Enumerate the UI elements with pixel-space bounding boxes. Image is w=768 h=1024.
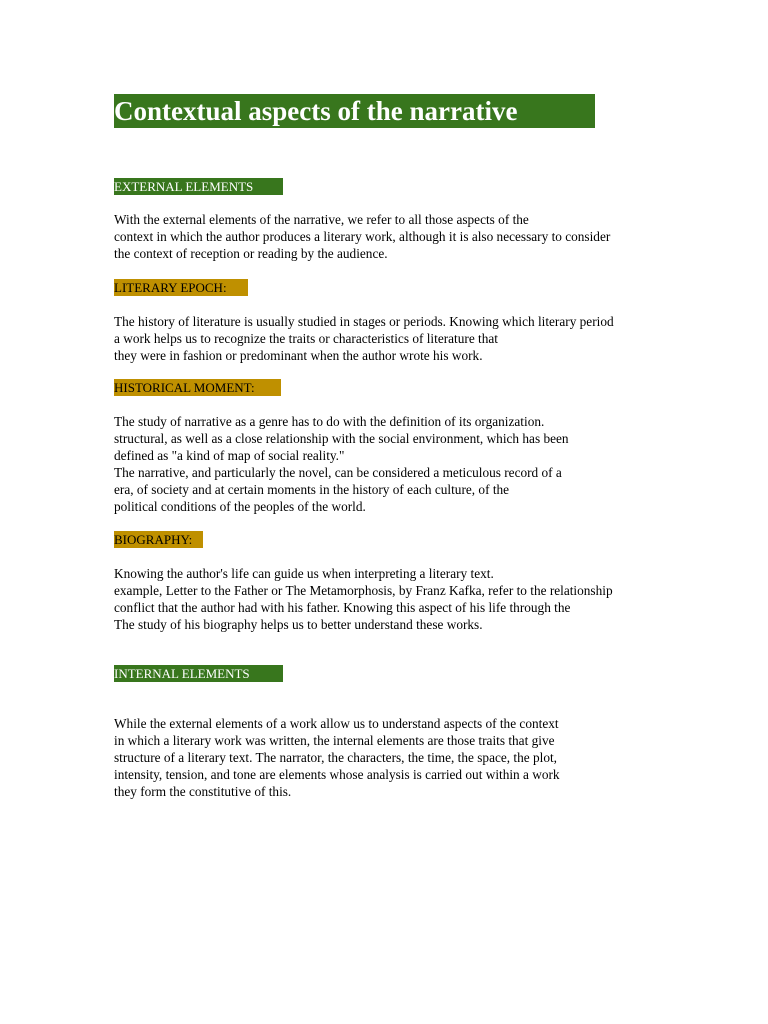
paragraph-line: they were in fashion or predominant when the author wrote his work. (114, 348, 483, 363)
paragraph-line: a work helps us to recognize the traits or characteristics of literature that (114, 331, 498, 346)
paragraph-line: The history of literature is usually studied in stages or periods. Knowing which literary period (114, 314, 614, 329)
paragraph-line: political conditions of the peoples of the world. (114, 499, 366, 514)
paragraph-line: Knowing the author's life can guide us when interpreting a literary text. (114, 566, 494, 581)
section-label-literary-epoch: LITERARY EPOCH: (114, 279, 248, 296)
paragraph-line: defined as "a kind of map of social reality." (114, 448, 345, 463)
section-label-external-elements: EXTERNAL ELEMENTS (114, 178, 283, 195)
paragraph-biography (114, 565, 714, 633)
paragraph-historical-moment (114, 413, 714, 515)
paragraph-line: While the external elements of a work allow us to understand aspects of the context (114, 716, 559, 731)
paragraph-line: intensity, tension, and tone are elements whose analysis is carried out within a work (114, 767, 560, 782)
document-title: Contextual aspects of the narrative (114, 94, 595, 128)
paragraph-line: The narrative, and particularly the novel, can be considered a meticulous record of a (114, 465, 562, 480)
paragraph-line: the context of reception or reading by the audience. (114, 246, 388, 261)
paragraph-line: With the external elements of the narrative, we refer to all those aspects of the (114, 212, 529, 227)
paragraph-literary-epoch (114, 313, 714, 364)
section-label-biography: BIOGRAPHY: (114, 531, 203, 548)
paragraph-line: conflict that the author had with his father. Knowing this aspect of his life through the (114, 600, 571, 615)
paragraph-line: they form the constitutive of this. (114, 784, 292, 799)
paragraph-line: example, Letter to the Father or The Metamorphosis, by Franz Kafka, refer to the relationship (114, 583, 613, 598)
paragraph-line: The study of his biography helps us to better understand these works. (114, 617, 483, 632)
paragraph-line: era, of society and at certain moments in the history of each culture, of the (114, 482, 510, 497)
paragraph-line: in which a literary work was written, the internal elements are those traits that give (114, 733, 555, 748)
paragraph-line: structure of a literary text. The narrator, the characters, the time, the space, the plot, (114, 750, 557, 765)
paragraph-line: structural, as well as a close relationship with the social environment, which has been (114, 431, 569, 446)
paragraph-external-elements (114, 211, 714, 262)
paragraph-line: context in which the author produces a literary work, although it is also necessary to consider (114, 229, 611, 244)
section-label-internal-elements: INTERNAL ELEMENTS (114, 665, 283, 682)
paragraph-line: The study of narrative as a genre has to do with the definition of its organization. (114, 414, 545, 429)
paragraph-internal-elements (114, 715, 714, 800)
section-label-historical-moment: HISTORICAL MOMENT: (114, 379, 281, 396)
